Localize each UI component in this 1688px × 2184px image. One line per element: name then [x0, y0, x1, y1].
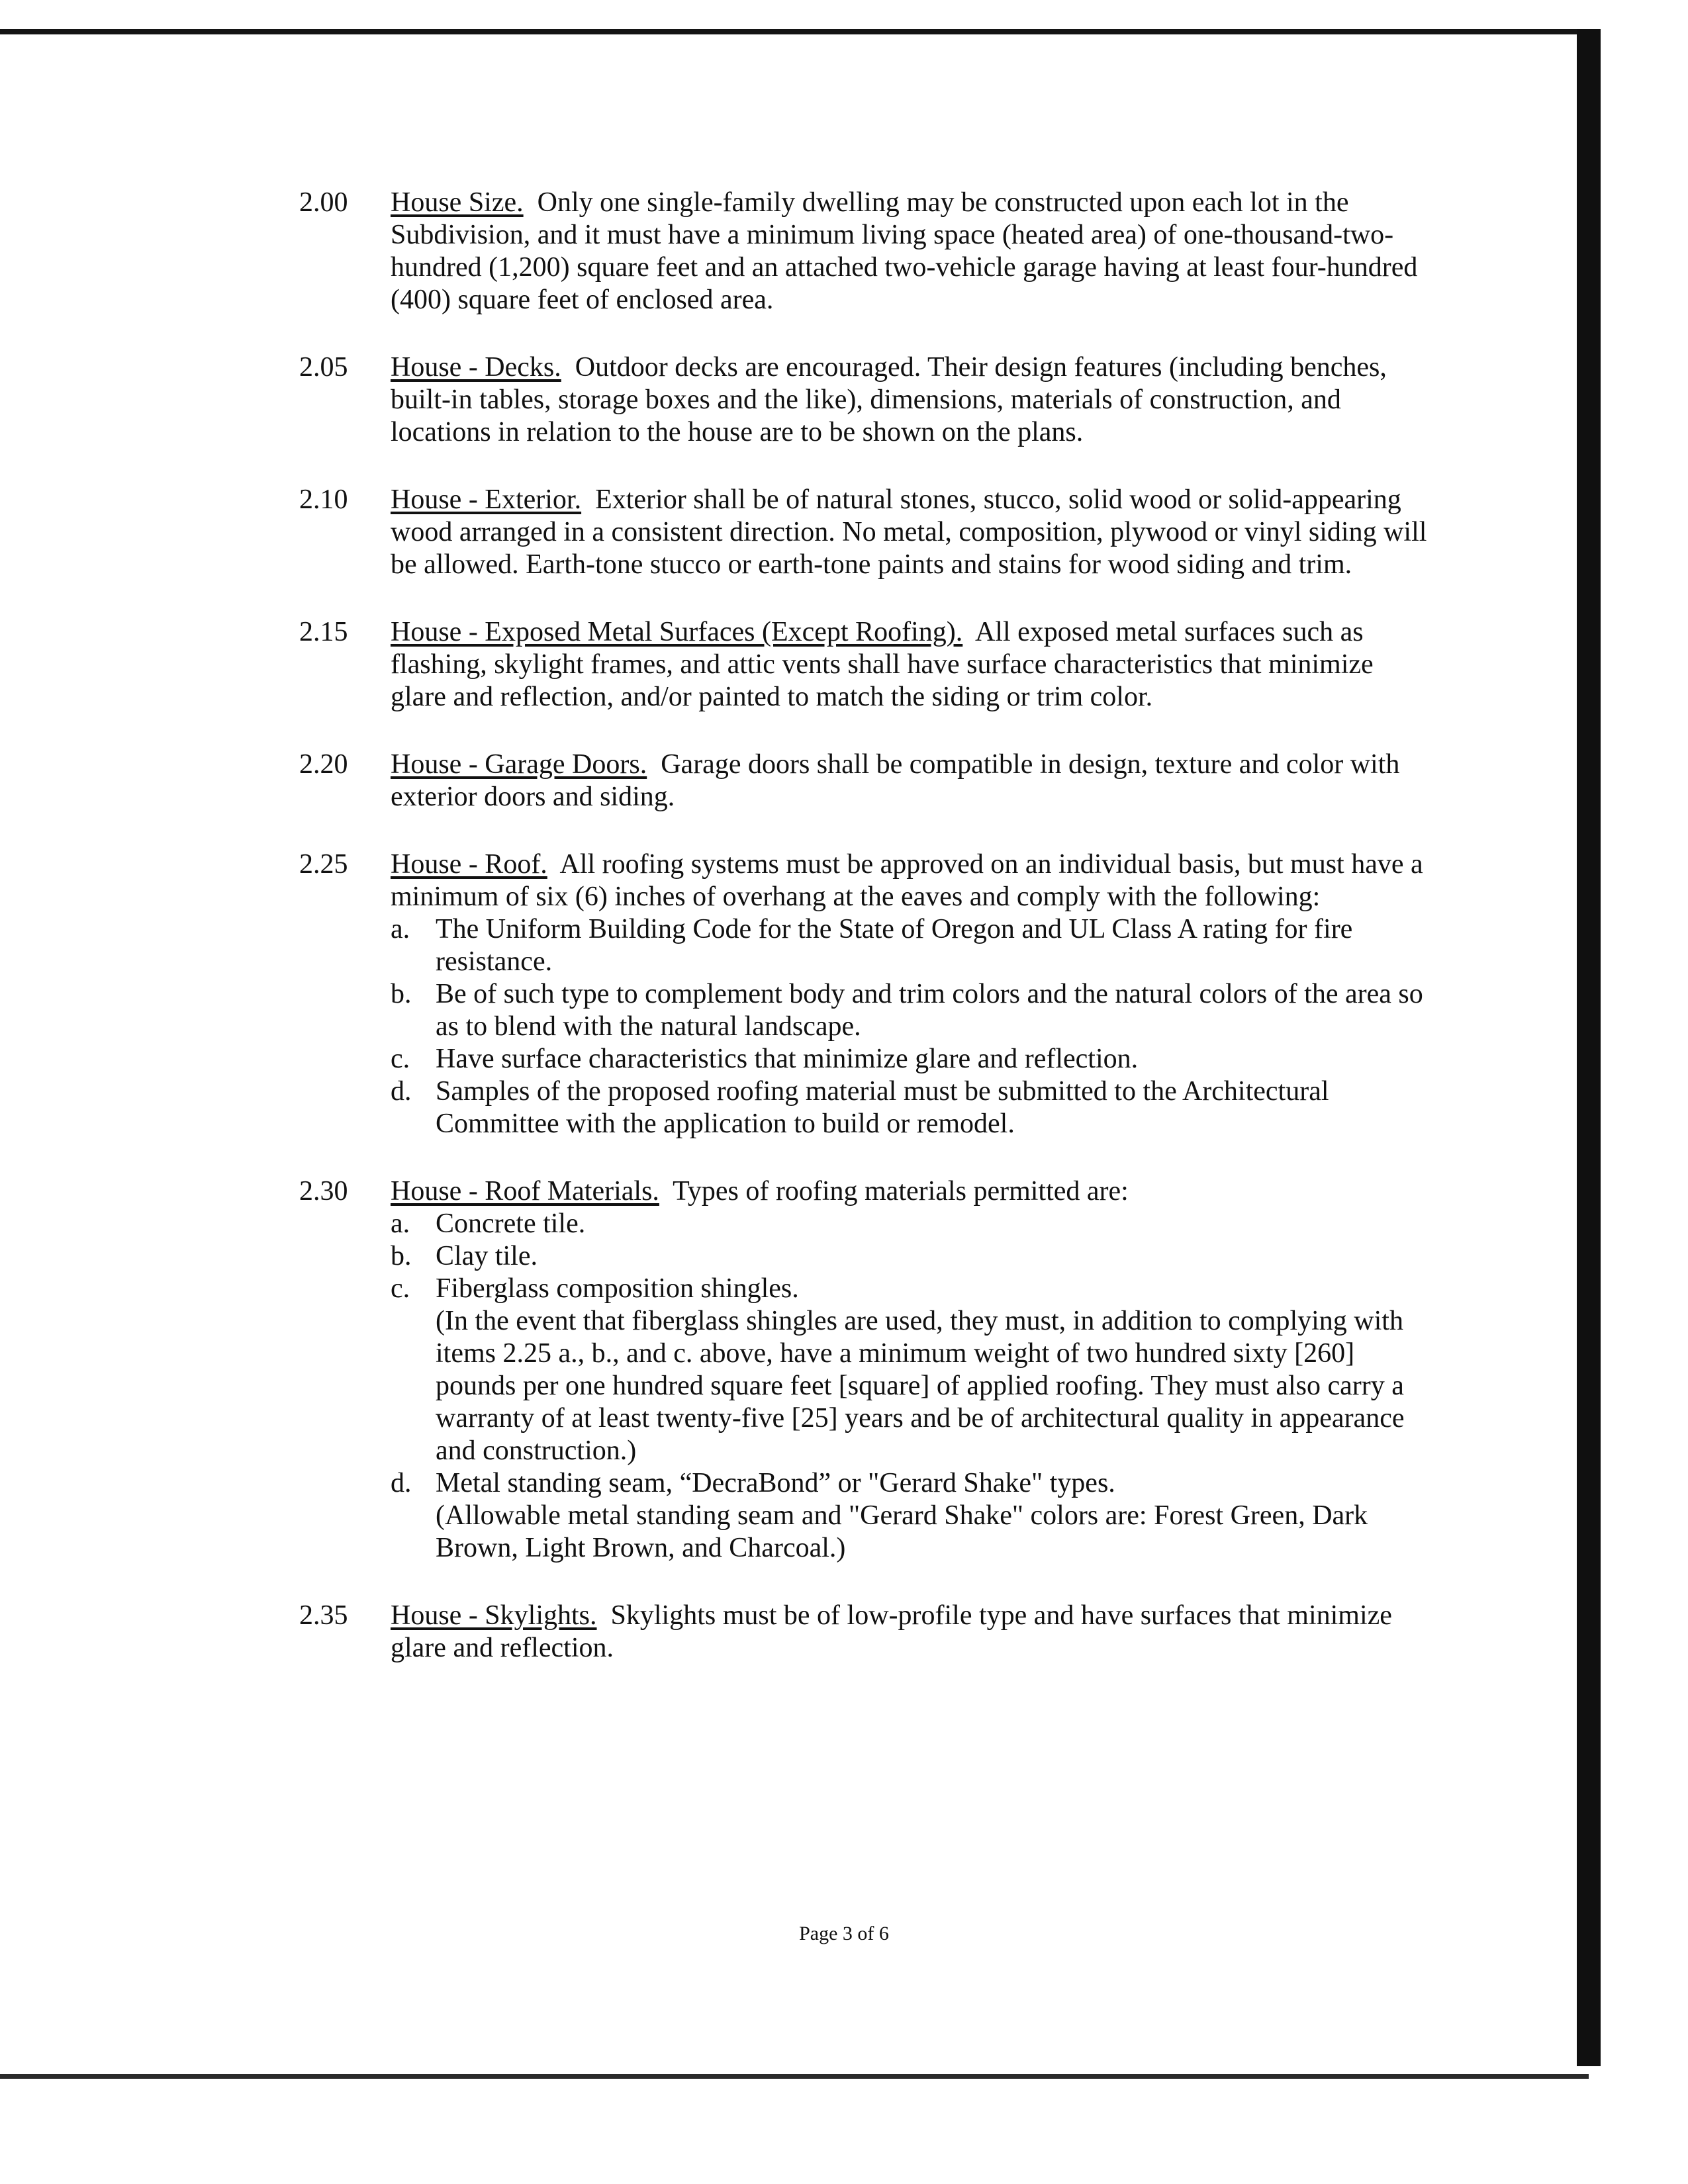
- list-item-letter: c.: [391, 1273, 410, 1304]
- list-item: [391, 1240, 1430, 1273]
- section-2-00: [285, 187, 1430, 316]
- roof-requirements-list: [391, 913, 1430, 1140]
- section-text: All exposed metal surfaces such as flashing, skylight frames, and attic vents shall have surface characteristics that minimize glare and reflection, and/or painted to match the siding or trim color.: [391, 617, 1374, 712]
- list-item-letter: d.: [391, 1468, 412, 1498]
- page-number: Page 3 of 6: [799, 1923, 889, 1944]
- section-text: All roofing systems must be approved on an individual basis, but must have a minimum of six (6) inches of overhang at the eaves and comply with the following:: [391, 849, 1423, 912]
- list-item: [391, 1043, 1430, 1075]
- section-2-30: [285, 1175, 1430, 1565]
- list-item: [391, 913, 1430, 978]
- scan-border-top: [0, 29, 1601, 34]
- section-number: 2.05: [299, 352, 348, 383]
- section-title: House - Decks.: [391, 352, 561, 383]
- list-item: [391, 1467, 1430, 1565]
- section-2-15: [285, 616, 1430, 713]
- section-text: Skylights must be of low-profile type and have surfaces that minimize glare and reflection.: [391, 1600, 1392, 1663]
- list-item: [391, 1208, 1430, 1240]
- section-2-20: [285, 749, 1430, 813]
- section-number: 2.00: [299, 187, 348, 218]
- section-number: 2.15: [299, 617, 348, 647]
- list-item-letter: c.: [391, 1044, 410, 1074]
- list-item-note: (In the event that fiberglass shingles are used, they must, in addition to complying with items 2.25 a., b., and c. above, have a minimum weight of two hundred sixty [260] pounds per one hundred square feet [square] of applied roofing. They must also carry a warranty of at least twenty-five [25] years and be of architectural quality in appearance and construction.): [436, 1306, 1405, 1466]
- list-item-note: (Allowable metal standing seam and "Gerard Shake" colors are: Forest Green, Dark Brown, Light Brown, and Charcoal.): [436, 1500, 1368, 1563]
- section-title: House - Exposed Metal Surfaces (Except Roofing).: [391, 617, 963, 647]
- list-item-text: Clay tile.: [436, 1241, 538, 1271]
- list-item-letter: d.: [391, 1076, 412, 1107]
- list-item: [391, 978, 1430, 1043]
- list-item-letter: a.: [391, 1208, 410, 1239]
- list-item-letter: a.: [391, 914, 410, 944]
- section-number: 2.35: [299, 1600, 348, 1631]
- section-text: Only one single-family dwelling may be constructed upon each lot in the Subdivision, and it must have a minimum living space (heated area) of one-thousand-two-hundred (1,200) square feet and an attached two-vehicle garage having at least four-hundred (400) square feet of enclosed area.: [391, 187, 1418, 315]
- section-text: Types of roofing materials permitted are:: [673, 1176, 1129, 1206]
- section-title: House - Roof.: [391, 849, 547, 880]
- section-title: House - Exterior.: [391, 484, 582, 515]
- section-title: House - Roof Materials.: [391, 1176, 659, 1206]
- document-body: [285, 187, 1430, 1700]
- section-number: 2.10: [299, 484, 348, 515]
- list-item: [391, 1075, 1430, 1140]
- section-title: House - Skylights.: [391, 1600, 597, 1631]
- list-item-text: Samples of the proposed roofing material must be submitted to the Architectural Committee with the application to build or remodel.: [436, 1076, 1329, 1139]
- section-2-10: [285, 484, 1430, 581]
- list-item-text: The Uniform Building Code for the State of Oregon and UL Class A rating for fire resistance.: [436, 914, 1353, 977]
- section-title: House - Garage Doors.: [391, 749, 647, 780]
- section-text: Exterior shall be of natural stones, stucco, solid wood or solid-appearing wood arranged in a consistent direction. No metal, composition, plywood or vinyl siding will be allowed. Earth-tone stucco or earth-tone paints and stains for wood siding and trim.: [391, 484, 1427, 580]
- list-item: [391, 1273, 1430, 1467]
- section-number: 2.25: [299, 849, 348, 880]
- list-item-text: Fiberglass composition shingles.: [436, 1273, 799, 1304]
- section-2-35: [285, 1600, 1430, 1664]
- list-item-text: Concrete tile.: [436, 1208, 586, 1239]
- list-item-letter: b.: [391, 1241, 412, 1271]
- list-item-text: Metal standing seam, “DecraBond” or "Gerard Shake" types.: [436, 1468, 1115, 1498]
- list-item-text: Have surface characteristics that minimize glare and reflection.: [436, 1044, 1139, 1074]
- section-2-05: [285, 351, 1430, 449]
- section-number: 2.30: [299, 1176, 348, 1206]
- scan-border-right: [1577, 29, 1601, 2066]
- section-2-25: [285, 848, 1430, 1140]
- section-text: Garage doors shall be compatible in design, texture and color with exterior doors and siding.: [391, 749, 1400, 812]
- roof-materials-list: [391, 1208, 1430, 1565]
- scan-border-bottom: [0, 2074, 1589, 2079]
- list-item-letter: b.: [391, 979, 412, 1009]
- section-number: 2.20: [299, 749, 348, 780]
- list-item-text: Be of such type to complement body and trim colors and the natural colors of the area so as to blend with the natural landscape.: [436, 979, 1423, 1042]
- section-text: Outdoor decks are encouraged. Their design features (including benches, built-in tables, storage boxes and the like), dimensions, materials of construction, and locations in relation to the house are to be shown on the plans.: [391, 352, 1387, 447]
- section-title: House Size.: [391, 187, 524, 218]
